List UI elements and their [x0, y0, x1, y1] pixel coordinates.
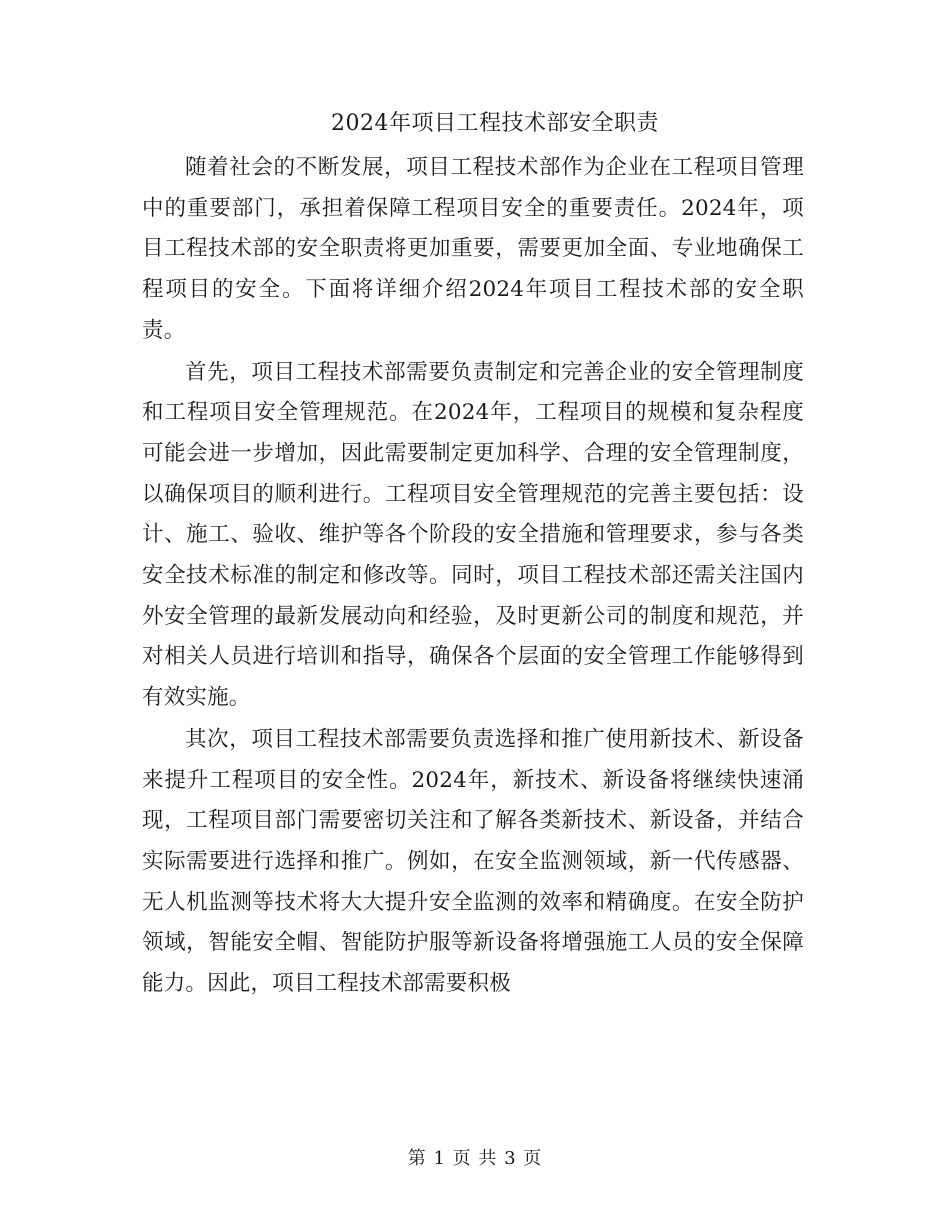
document-body: [142, 148, 804, 1005]
document-title: 2024年项目工程技术部安全职责: [331, 111, 659, 136]
paragraph-intro: 随着社会的不断发展，项目工程技术部作为企业在工程项目管理中的重要部门，承担着保障工程项目安全的重要责任。2024年，项目工程技术部的安全职责将更加重要，需要更加全面、专业地确保工程项目的安全。下面将详细介绍2024年项目工程技术部的安全职责。: [142, 155, 804, 343]
paragraph-second: 其次，项目工程技术部需要负责选择和推广使用新技术、新设备来提升工程项目的安全性。2024年，新技术、新设备将继续快速涌现，工程项目部门需要密切关注和了解各类新技术、新设备，并结合实际需要进行选择和推广。例如，在安全监测领域，新一代传感器、无人机监测等技术将大大提升安全监测的效率和精确度。在安全防护领域，智能安全帽、智能防护服等新设备将增强施工人员的安全保障能力。因此，项目工程技术部需要积极: [142, 726, 804, 997]
paragraph-first: 首先，项目工程技术部需要负责制定和完善企业的安全管理制度和工程项目安全管理规范。在2024年，工程项目的规模和复杂程度可能会进一步增加，因此需要制定更加科学、合理的安全管理制度，以确保项目的顺利进行。工程项目安全管理规范的完善主要包括：设计、施工、验收、维护等各个阶段的安全措施和管理要求，参与各类安全技术标准的制定和修改等。同时，项目工程技术部还需关注国内外安全管理的最新发展动向和经验，及时更新公司的制度和规范，并对相关人员进行培训和指导，确保各个层面的安全管理工作能够得到有效实施。: [142, 359, 804, 711]
page-number-footer: 第 1 页 共 3 页: [407, 1148, 543, 1169]
